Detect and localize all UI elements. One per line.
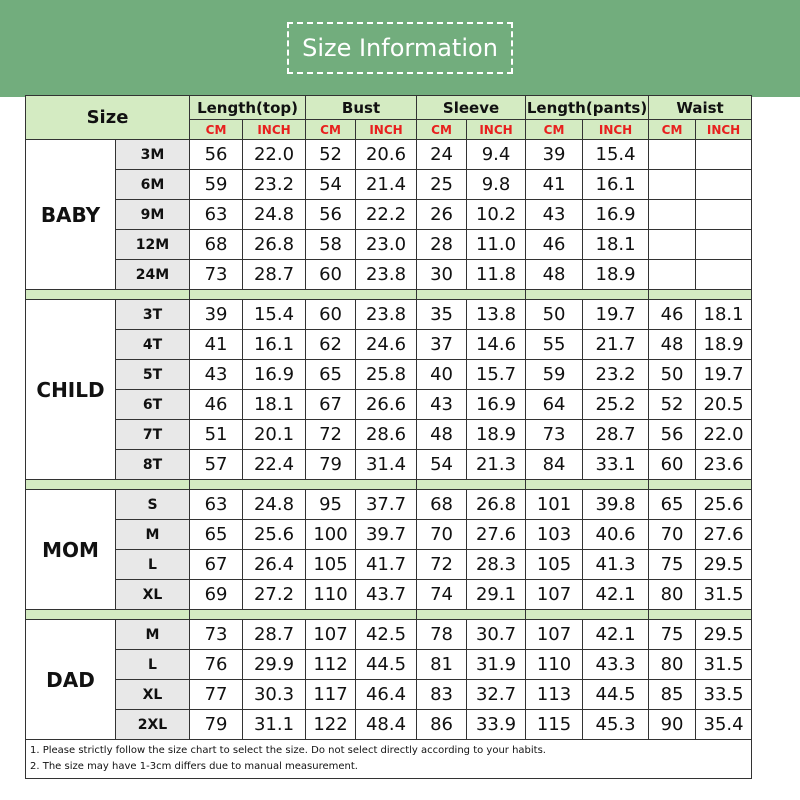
value-cell: 26.8 (467, 490, 526, 520)
value-cell: 18.9 (583, 260, 649, 290)
value-cell: 21.3 (467, 450, 526, 480)
value-cell: 20.5 (696, 390, 752, 420)
size-cell: XL (116, 580, 190, 610)
value-cell: 19.7 (583, 300, 649, 330)
value-cell: 63 (190, 200, 243, 230)
value-cell: 84 (526, 450, 583, 480)
size-cell: XL (116, 680, 190, 710)
separator-cell (649, 610, 752, 620)
value-cell: 113 (526, 680, 583, 710)
value-cell: 11.0 (467, 230, 526, 260)
value-cell: 103 (526, 520, 583, 550)
value-cell: 28.7 (583, 420, 649, 450)
value-cell: 63 (190, 490, 243, 520)
value-cell (649, 170, 696, 200)
value-cell: 60 (649, 450, 696, 480)
value-cell: 10.2 (467, 200, 526, 230)
value-cell: 65 (190, 520, 243, 550)
separator-cell (190, 480, 417, 490)
table-row (26, 200, 752, 230)
value-cell: 122 (306, 710, 356, 740)
value-cell: 68 (417, 490, 467, 520)
value-cell: 54 (417, 450, 467, 480)
unit-inch: INCH (243, 120, 306, 140)
value-cell: 112 (306, 650, 356, 680)
size-cell: 8T (116, 450, 190, 480)
separator-cell (417, 290, 526, 300)
value-cell: 90 (649, 710, 696, 740)
value-cell: 26.6 (356, 390, 417, 420)
value-cell: 31.4 (356, 450, 417, 480)
value-cell: 70 (417, 520, 467, 550)
value-cell: 95 (306, 490, 356, 520)
value-cell: 50 (526, 300, 583, 330)
value-cell: 23.2 (583, 360, 649, 390)
value-cell: 28.3 (467, 550, 526, 580)
value-cell: 75 (649, 550, 696, 580)
notes-row (26, 740, 752, 779)
size-cell: 3T (116, 300, 190, 330)
value-cell: 46.4 (356, 680, 417, 710)
value-cell (696, 230, 752, 260)
value-cell: 40 (417, 360, 467, 390)
value-cell: 43 (417, 390, 467, 420)
size-cell: S (116, 490, 190, 520)
unit-cm: CM (306, 120, 356, 140)
value-cell: 31.9 (467, 650, 526, 680)
value-cell (696, 170, 752, 200)
separator-cell (417, 480, 526, 490)
value-cell: 30 (417, 260, 467, 290)
value-cell: 80 (649, 580, 696, 610)
size-cell: L (116, 550, 190, 580)
value-cell: 28.7 (243, 620, 306, 650)
unit-inch: INCH (356, 120, 417, 140)
value-cell: 25.2 (583, 390, 649, 420)
separator-cell (649, 480, 752, 490)
value-cell: 40.6 (583, 520, 649, 550)
value-cell: 68 (190, 230, 243, 260)
unit-cm: CM (417, 120, 467, 140)
value-cell: 75 (649, 620, 696, 650)
value-cell (649, 140, 696, 170)
value-cell: 25.6 (696, 490, 752, 520)
value-cell: 33.5 (696, 680, 752, 710)
value-cell: 16.1 (583, 170, 649, 200)
value-cell: 28.6 (356, 420, 417, 450)
unit-cm: CM (526, 120, 583, 140)
value-cell: 73 (190, 260, 243, 290)
value-cell: 29.5 (696, 550, 752, 580)
size-cell: 7T (116, 420, 190, 450)
value-cell: 13.8 (467, 300, 526, 330)
value-cell (696, 200, 752, 230)
value-cell: 39.7 (356, 520, 417, 550)
value-cell: 39 (190, 300, 243, 330)
value-cell: 48 (526, 260, 583, 290)
table-row (26, 620, 752, 650)
value-cell: 24.8 (243, 200, 306, 230)
value-cell: 33.9 (467, 710, 526, 740)
table-row (26, 300, 752, 330)
value-cell: 42.5 (356, 620, 417, 650)
value-cell: 59 (526, 360, 583, 390)
value-cell: 78 (417, 620, 467, 650)
value-cell: 37.7 (356, 490, 417, 520)
value-cell: 73 (190, 620, 243, 650)
separator-cell (26, 290, 190, 300)
value-cell: 41.3 (583, 550, 649, 580)
value-cell: 31.1 (243, 710, 306, 740)
value-cell: 48 (649, 330, 696, 360)
value-cell: 18.1 (583, 230, 649, 260)
value-cell: 30.3 (243, 680, 306, 710)
value-cell: 41 (190, 330, 243, 360)
unit-inch: INCH (696, 120, 752, 140)
separator-cell (649, 290, 752, 300)
table-row (26, 260, 752, 290)
group-label-mom: MOM (26, 490, 116, 610)
size-header: Size (26, 96, 190, 140)
header-row (26, 96, 752, 120)
value-cell: 43.7 (356, 580, 417, 610)
value-cell: 33.1 (583, 450, 649, 480)
value-cell: 83 (417, 680, 467, 710)
value-cell: 117 (306, 680, 356, 710)
separator-cell (417, 610, 526, 620)
table-row (26, 650, 752, 680)
value-cell: 72 (417, 550, 467, 580)
value-cell: 70 (649, 520, 696, 550)
value-cell: 56 (649, 420, 696, 450)
value-cell: 9.8 (467, 170, 526, 200)
separator-cell (190, 610, 417, 620)
size-cell: M (116, 520, 190, 550)
value-cell: 42.1 (583, 580, 649, 610)
value-cell: 69 (190, 580, 243, 610)
value-cell: 48.4 (356, 710, 417, 740)
value-cell (649, 200, 696, 230)
table-row (26, 390, 752, 420)
value-cell: 27.2 (243, 580, 306, 610)
separator-cell (526, 610, 649, 620)
value-cell: 23.2 (243, 170, 306, 200)
group-label-child: CHILD (26, 300, 116, 480)
separator-cell (526, 480, 649, 490)
value-cell: 26.8 (243, 230, 306, 260)
table-row (26, 170, 752, 200)
size-cell: M (116, 620, 190, 650)
value-cell: 65 (649, 490, 696, 520)
table-row (26, 520, 752, 550)
value-cell: 79 (306, 450, 356, 480)
note-2: 2. The size may have 1-3cm differs due to manual measurement. (30, 761, 358, 772)
size-cell: 4T (116, 330, 190, 360)
banner-title: Size Information (287, 22, 513, 74)
value-cell: 29.1 (467, 580, 526, 610)
value-cell: 18.1 (696, 300, 752, 330)
table-row (26, 230, 752, 260)
table-row (26, 550, 752, 580)
value-cell: 43 (526, 200, 583, 230)
value-cell (696, 260, 752, 290)
value-cell: 110 (306, 580, 356, 610)
unit-inch: INCH (583, 120, 649, 140)
value-cell: 20.6 (356, 140, 417, 170)
value-cell: 85 (649, 680, 696, 710)
value-cell: 22.2 (356, 200, 417, 230)
value-cell: 24.8 (243, 490, 306, 520)
size-cell: 5T (116, 360, 190, 390)
value-cell: 77 (190, 680, 243, 710)
value-cell: 57 (190, 450, 243, 480)
value-cell: 76 (190, 650, 243, 680)
value-cell: 39 (526, 140, 583, 170)
value-cell: 56 (190, 140, 243, 170)
value-cell: 23.6 (696, 450, 752, 480)
value-cell: 11.8 (467, 260, 526, 290)
value-cell: 42.1 (583, 620, 649, 650)
value-cell: 54 (306, 170, 356, 200)
value-cell: 43 (190, 360, 243, 390)
value-cell: 45.3 (583, 710, 649, 740)
value-cell: 23.0 (356, 230, 417, 260)
value-cell: 80 (649, 650, 696, 680)
value-cell: 15.4 (243, 300, 306, 330)
table-body (26, 140, 752, 740)
unit-cm: CM (190, 120, 243, 140)
table-row (26, 330, 752, 360)
table-row (26, 360, 752, 390)
value-cell: 52 (306, 140, 356, 170)
value-cell: 29.5 (696, 620, 752, 650)
column-header-length-top: Length(top) (190, 96, 306, 120)
value-cell: 18.9 (696, 330, 752, 360)
value-cell: 107 (526, 580, 583, 610)
value-cell: 25 (417, 170, 467, 200)
value-cell: 16.9 (243, 360, 306, 390)
value-cell: 79 (190, 710, 243, 740)
group-separator (26, 290, 752, 300)
value-cell: 28 (417, 230, 467, 260)
value-cell: 22.4 (243, 450, 306, 480)
value-cell: 15.7 (467, 360, 526, 390)
value-cell: 16.9 (583, 200, 649, 230)
value-cell: 9.4 (467, 140, 526, 170)
size-cell: 6T (116, 390, 190, 420)
value-cell (696, 140, 752, 170)
size-cell: 2XL (116, 710, 190, 740)
unit-cm: CM (649, 120, 696, 140)
value-cell: 28.7 (243, 260, 306, 290)
separator-cell (190, 290, 417, 300)
value-cell: 22.0 (696, 420, 752, 450)
value-cell (649, 260, 696, 290)
value-cell: 48 (417, 420, 467, 450)
value-cell: 14.6 (467, 330, 526, 360)
value-cell: 26 (417, 200, 467, 230)
table-row (26, 710, 752, 740)
value-cell: 107 (306, 620, 356, 650)
value-cell: 25.6 (243, 520, 306, 550)
value-cell: 65 (306, 360, 356, 390)
size-cell: 12M (116, 230, 190, 260)
value-cell: 16.9 (467, 390, 526, 420)
value-cell: 19.7 (696, 360, 752, 390)
value-cell: 25.8 (356, 360, 417, 390)
value-cell: 110 (526, 650, 583, 680)
value-cell: 21.7 (583, 330, 649, 360)
column-header-waist: Waist (649, 96, 752, 120)
value-cell: 51 (190, 420, 243, 450)
value-cell: 86 (417, 710, 467, 740)
size-cell: L (116, 650, 190, 680)
group-separator (26, 480, 752, 490)
value-cell: 64 (526, 390, 583, 420)
size-cell: 6M (116, 170, 190, 200)
table-row (26, 420, 752, 450)
value-cell: 46 (649, 300, 696, 330)
value-cell: 18.9 (467, 420, 526, 450)
value-cell: 24 (417, 140, 467, 170)
value-cell: 67 (190, 550, 243, 580)
value-cell: 21.4 (356, 170, 417, 200)
column-header-bust: Bust (306, 96, 417, 120)
table-row (26, 490, 752, 520)
size-cell: 9M (116, 200, 190, 230)
value-cell: 29.9 (243, 650, 306, 680)
value-cell: 55 (526, 330, 583, 360)
value-cell: 39.8 (583, 490, 649, 520)
table-row (26, 140, 752, 170)
size-cell: 24M (116, 260, 190, 290)
value-cell: 35 (417, 300, 467, 330)
separator-cell (26, 610, 190, 620)
value-cell: 50 (649, 360, 696, 390)
unit-inch: INCH (467, 120, 526, 140)
group-label-baby: BABY (26, 140, 116, 290)
column-header-sleeve: Sleeve (417, 96, 526, 120)
value-cell: 23.8 (356, 300, 417, 330)
value-cell: 107 (526, 620, 583, 650)
value-cell: 35.4 (696, 710, 752, 740)
value-cell: 72 (306, 420, 356, 450)
value-cell: 27.6 (467, 520, 526, 550)
column-header-length-pants: Length(pants) (526, 96, 649, 120)
table-row (26, 450, 752, 480)
value-cell: 26.4 (243, 550, 306, 580)
value-cell: 31.5 (696, 580, 752, 610)
value-cell: 60 (306, 300, 356, 330)
value-cell: 41 (526, 170, 583, 200)
table-row (26, 580, 752, 610)
value-cell: 81 (417, 650, 467, 680)
group-separator (26, 610, 752, 620)
value-cell: 15.4 (583, 140, 649, 170)
value-cell: 74 (417, 580, 467, 610)
value-cell: 58 (306, 230, 356, 260)
size-cell: 3M (116, 140, 190, 170)
value-cell: 37 (417, 330, 467, 360)
value-cell: 16.1 (243, 330, 306, 360)
value-cell: 32.7 (467, 680, 526, 710)
value-cell: 43.3 (583, 650, 649, 680)
value-cell: 62 (306, 330, 356, 360)
value-cell: 41.7 (356, 550, 417, 580)
notes (26, 740, 752, 779)
value-cell: 27.6 (696, 520, 752, 550)
value-cell: 105 (306, 550, 356, 580)
table-row (26, 680, 752, 710)
value-cell (649, 230, 696, 260)
note-1: 1. Please strictly follow the size chart to select the size. Do not select directly according to your habits. (30, 745, 546, 756)
value-cell: 18.1 (243, 390, 306, 420)
value-cell: 100 (306, 520, 356, 550)
value-cell: 31.5 (696, 650, 752, 680)
value-cell: 46 (526, 230, 583, 260)
value-cell: 24.6 (356, 330, 417, 360)
separator-cell (26, 480, 190, 490)
value-cell: 23.8 (356, 260, 417, 290)
value-cell: 46 (190, 390, 243, 420)
value-cell: 44.5 (583, 680, 649, 710)
value-cell: 20.1 (243, 420, 306, 450)
value-cell: 105 (526, 550, 583, 580)
value-cell: 115 (526, 710, 583, 740)
size-chart (25, 95, 744, 797)
value-cell: 59 (190, 170, 243, 200)
value-cell: 44.5 (356, 650, 417, 680)
value-cell: 30.7 (467, 620, 526, 650)
group-label-dad: DAD (26, 620, 116, 740)
value-cell: 73 (526, 420, 583, 450)
value-cell: 60 (306, 260, 356, 290)
header-banner (0, 0, 800, 97)
value-cell: 56 (306, 200, 356, 230)
value-cell: 22.0 (243, 140, 306, 170)
size-table (25, 95, 752, 779)
value-cell: 52 (649, 390, 696, 420)
value-cell: 101 (526, 490, 583, 520)
value-cell: 67 (306, 390, 356, 420)
separator-cell (526, 290, 649, 300)
